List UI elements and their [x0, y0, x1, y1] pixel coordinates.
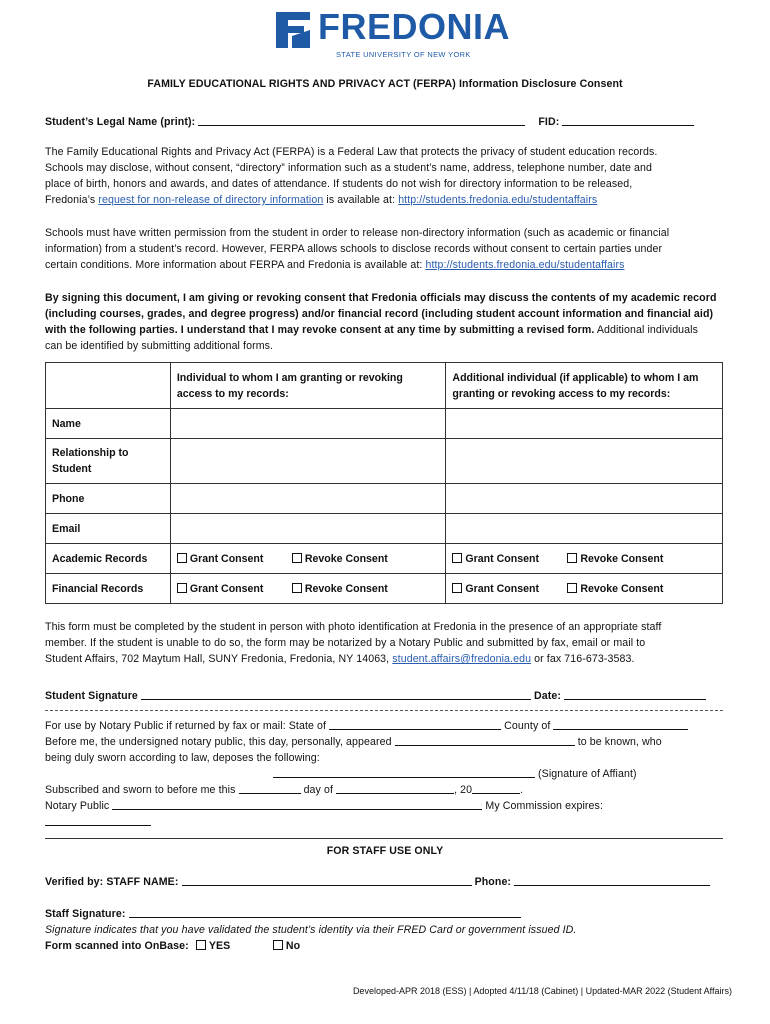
text: Relationship to [52, 447, 129, 459]
staff-verified-line [45, 874, 735, 890]
option-label: Revoke Consent [304, 552, 388, 565]
relationship-field-1[interactable] [170, 439, 446, 484]
table-row [46, 514, 723, 544]
text: Additional individuals [594, 324, 699, 336]
logo-wordmark: FREDONIA [318, 6, 510, 47]
row-label-name: Name [46, 409, 171, 439]
consent-table [45, 362, 723, 604]
checkbox[interactable] [177, 583, 187, 593]
student-name-label: Student’s Legal Name (print): [45, 116, 196, 128]
student-affairs-link[interactable]: http://students.fredonia.edu/studentaffairs [425, 259, 625, 271]
paragraph-line: Schools may disclose, without consent, “directory” information such as a student’s name, address, telephone number, date and [45, 162, 652, 174]
row-label-phone: Phone [46, 484, 171, 514]
academic-revoke-1[interactable] [292, 551, 388, 567]
option-label: Revoke Consent [580, 552, 664, 565]
academic-grant-1[interactable] [177, 551, 289, 567]
staff-divider [45, 838, 723, 839]
student-signature-field[interactable] [141, 689, 531, 700]
ferpa-paragraph [45, 144, 735, 208]
text: , 20 [454, 784, 473, 796]
checkbox[interactable] [567, 553, 577, 563]
student-name-line [45, 114, 725, 130]
academic-grant-2[interactable] [452, 551, 564, 567]
permission-paragraph [45, 225, 735, 273]
fid-field[interactable] [562, 115, 694, 126]
page-title: FAMILY EDUCATIONAL RIGHTS AND PRIVACY ACT (FERPA) Information Disclosure Consent [147, 78, 623, 90]
student-name-field[interactable] [198, 115, 525, 126]
text: certain conditions. More information about FERPA and Fredonia is available at: [45, 259, 426, 271]
staff-signature-field[interactable] [129, 907, 521, 918]
paragraph-line: The Family Educational Rights and Privacy Act (FERPA) is a Federal Law that protects the privacy of student education records. [45, 146, 658, 158]
paragraph-line: information) from a student’s record. However, FERPA allows schools to disclose records without consent to certain parties under [45, 243, 663, 255]
financial-grant-2[interactable] [452, 581, 564, 597]
paragraph-line: member. If the student is unable to do so, the form may be notarized by a Notary Public and submitted by fax, email or mail to [45, 637, 646, 649]
row-label-email: Email [46, 514, 171, 544]
paragraph-line [45, 651, 735, 667]
notary-line [45, 798, 735, 814]
text: Additional individual (if applicable) to whom I am [452, 371, 699, 384]
notary-line: being duly sworn according to law, deposes the following: [45, 752, 320, 764]
checkbox[interactable] [567, 583, 577, 593]
submission-paragraph [45, 619, 735, 667]
fredonia-emblem-icon [274, 10, 314, 50]
text: Before me, the undersigned notary public, this day, personally, appeared [45, 736, 392, 748]
fid-label: FID: [538, 116, 560, 128]
text: access to my records: [176, 387, 289, 400]
text: Student Affairs, 702 Maytum Hall, SUNY Fredonia, Fredonia, NY 14063, [45, 653, 393, 665]
text: County of [504, 720, 551, 732]
commission-expires-field[interactable] [45, 815, 151, 826]
academic-options-1 [170, 544, 446, 574]
row-label-relationship [46, 439, 171, 484]
text: day of [303, 784, 334, 796]
sworn-month-field[interactable] [336, 783, 454, 794]
email-field-1[interactable] [170, 514, 446, 544]
option-label: No [285, 940, 301, 952]
staff-signature-note: Signature indicates that you have validated the student’s identity via their FRED Card or government issued ID. [45, 924, 577, 936]
checkbox[interactable] [196, 940, 206, 950]
staff-header: FOR STAFF USE ONLY [326, 845, 444, 857]
checkbox[interactable] [177, 553, 187, 563]
option-label: Grant Consent [465, 552, 539, 565]
paragraph-line: can be identified by submitting additional forms. [45, 340, 274, 352]
consent-paragraph [45, 290, 735, 354]
paragraph-line [45, 322, 735, 338]
table-corner-cell [46, 363, 171, 409]
notary-divider [45, 710, 723, 711]
text: is available at: [323, 194, 399, 206]
col-header-individual [170, 363, 446, 409]
text: For use by Notary Public if returned by fax or mail: State of [45, 720, 327, 732]
academic-options-2 [446, 544, 723, 574]
notary-line: Subscribed and sworn to before me this day of , 20 . [45, 784, 524, 796]
text: granting or revoking access to my records: [452, 387, 671, 400]
table-row [46, 574, 723, 604]
text: Student [52, 463, 92, 475]
phone-field-1[interactable] [170, 484, 446, 514]
table-row [46, 409, 723, 439]
text: Staff Signature: [45, 908, 126, 920]
checkbox[interactable] [292, 553, 302, 563]
checkbox[interactable] [292, 583, 302, 593]
text: to be known, who [577, 736, 662, 748]
financial-grant-1[interactable] [177, 581, 289, 597]
notary-line [45, 718, 735, 734]
name-field-1[interactable] [170, 409, 446, 439]
text: Individual to whom I am granting or revoking [176, 371, 403, 384]
affiant-signature-field[interactable] [273, 767, 535, 778]
table-row [46, 484, 723, 514]
name-field-2[interactable] [446, 409, 723, 439]
option-label: Revoke Consent [580, 582, 664, 595]
option-label: Revoke Consent [304, 582, 388, 595]
student-affairs-link[interactable]: http://students.fredonia.edu/studentaffairs [398, 194, 598, 206]
non-release-request-link[interactable]: request for non-release of directory information [98, 194, 324, 206]
student-affairs-email-link[interactable]: student.affairs@fredonia.edu [392, 653, 532, 665]
signature-date-field[interactable] [564, 689, 706, 700]
text: (Signature of Affiant) [538, 768, 637, 780]
text: Notary Public [45, 800, 110, 812]
email-field-2[interactable] [446, 514, 723, 544]
notary-state-field[interactable] [329, 719, 501, 730]
checkbox[interactable] [452, 553, 462, 563]
text: Phone: [474, 876, 512, 888]
logo-tagline: STATE UNIVERSITY OF NEW YORK [336, 50, 471, 59]
staff-phone-field[interactable] [514, 875, 710, 886]
staff-signature-block [45, 906, 745, 954]
text: My Commission expires: [485, 800, 603, 812]
table-row [46, 439, 723, 484]
onbase-line [45, 938, 745, 954]
sworn-year-field[interactable] [472, 783, 520, 794]
notary-public-field[interactable] [112, 799, 482, 810]
notary-section [45, 718, 735, 830]
table-row [46, 544, 723, 574]
checkbox[interactable] [452, 583, 462, 593]
row-label-academic: Academic Records [46, 544, 171, 574]
checkbox[interactable] [273, 940, 283, 950]
financial-revoke-1[interactable] [292, 581, 388, 597]
option-label: Grant Consent [465, 582, 539, 595]
text: Verified by: STAFF NAME: [45, 876, 179, 888]
footer-note: Developed-APR 2018 (ESS) | Adopted 4/11/18 (Cabinet) | Updated-MAR 2022 (Student Affairs) [352, 986, 732, 996]
col-header-additional [446, 363, 723, 409]
paragraph-line: This form must be completed by the student in person with photo identification at Fredonia in the presence of an appropriate staff [45, 621, 662, 633]
notary-line [45, 766, 735, 782]
paragraph-line: (including courses, grades, and degree progress) and/or financial record (including student account information and financial aid) [45, 308, 714, 320]
appeared-name-field[interactable] [395, 735, 575, 746]
staff-signature-line [45, 906, 745, 922]
paragraph-line: place of birth, honors and awards, and dates of attendance. If students do not wish for directory information to be released, [45, 178, 633, 190]
staff-name-field[interactable] [182, 875, 472, 886]
fredonia-logo [270, 8, 510, 62]
row-label-financial: Financial Records [46, 574, 171, 604]
onbase-no[interactable] [273, 938, 300, 954]
relationship-field-2[interactable] [446, 439, 723, 484]
sworn-day-field[interactable] [239, 783, 301, 794]
text: with the following parties. I understand that I may revoke consent at any time by submitting a revised form. [45, 324, 595, 336]
option-label: Grant Consent [189, 552, 264, 565]
text: or fax 716-673-3583. [531, 653, 635, 665]
academic-revoke-2[interactable] [567, 551, 663, 567]
phone-field-2[interactable] [446, 484, 723, 514]
financial-revoke-2[interactable] [567, 581, 663, 597]
paragraph-line: By signing this document, I am giving or revoking consent that Fredonia officials may discuss the contents of my academic record [45, 292, 717, 304]
financial-options-2 [446, 574, 723, 604]
paragraph-line: Schools must have written permission from the student in order to release non-directory information (such as academic or financial [45, 227, 670, 239]
notary-line [45, 814, 735, 830]
signature-label: Student Signature [45, 690, 138, 702]
option-label: YES [208, 940, 231, 952]
notary-county-field[interactable] [553, 719, 688, 730]
table-header-row [46, 363, 723, 409]
onbase-yes[interactable] [196, 938, 270, 954]
text: Fredonia’s [45, 194, 99, 206]
financial-options-1 [170, 574, 446, 604]
date-label: Date: [534, 690, 562, 702]
notary-line [45, 734, 735, 750]
text: Form scanned into OnBase: [45, 940, 189, 952]
student-signature-line [45, 688, 735, 704]
paragraph-line [45, 192, 735, 208]
text: Subscribed and sworn to before me this [45, 784, 236, 796]
paragraph-line [45, 257, 735, 273]
option-label: Grant Consent [189, 582, 264, 595]
